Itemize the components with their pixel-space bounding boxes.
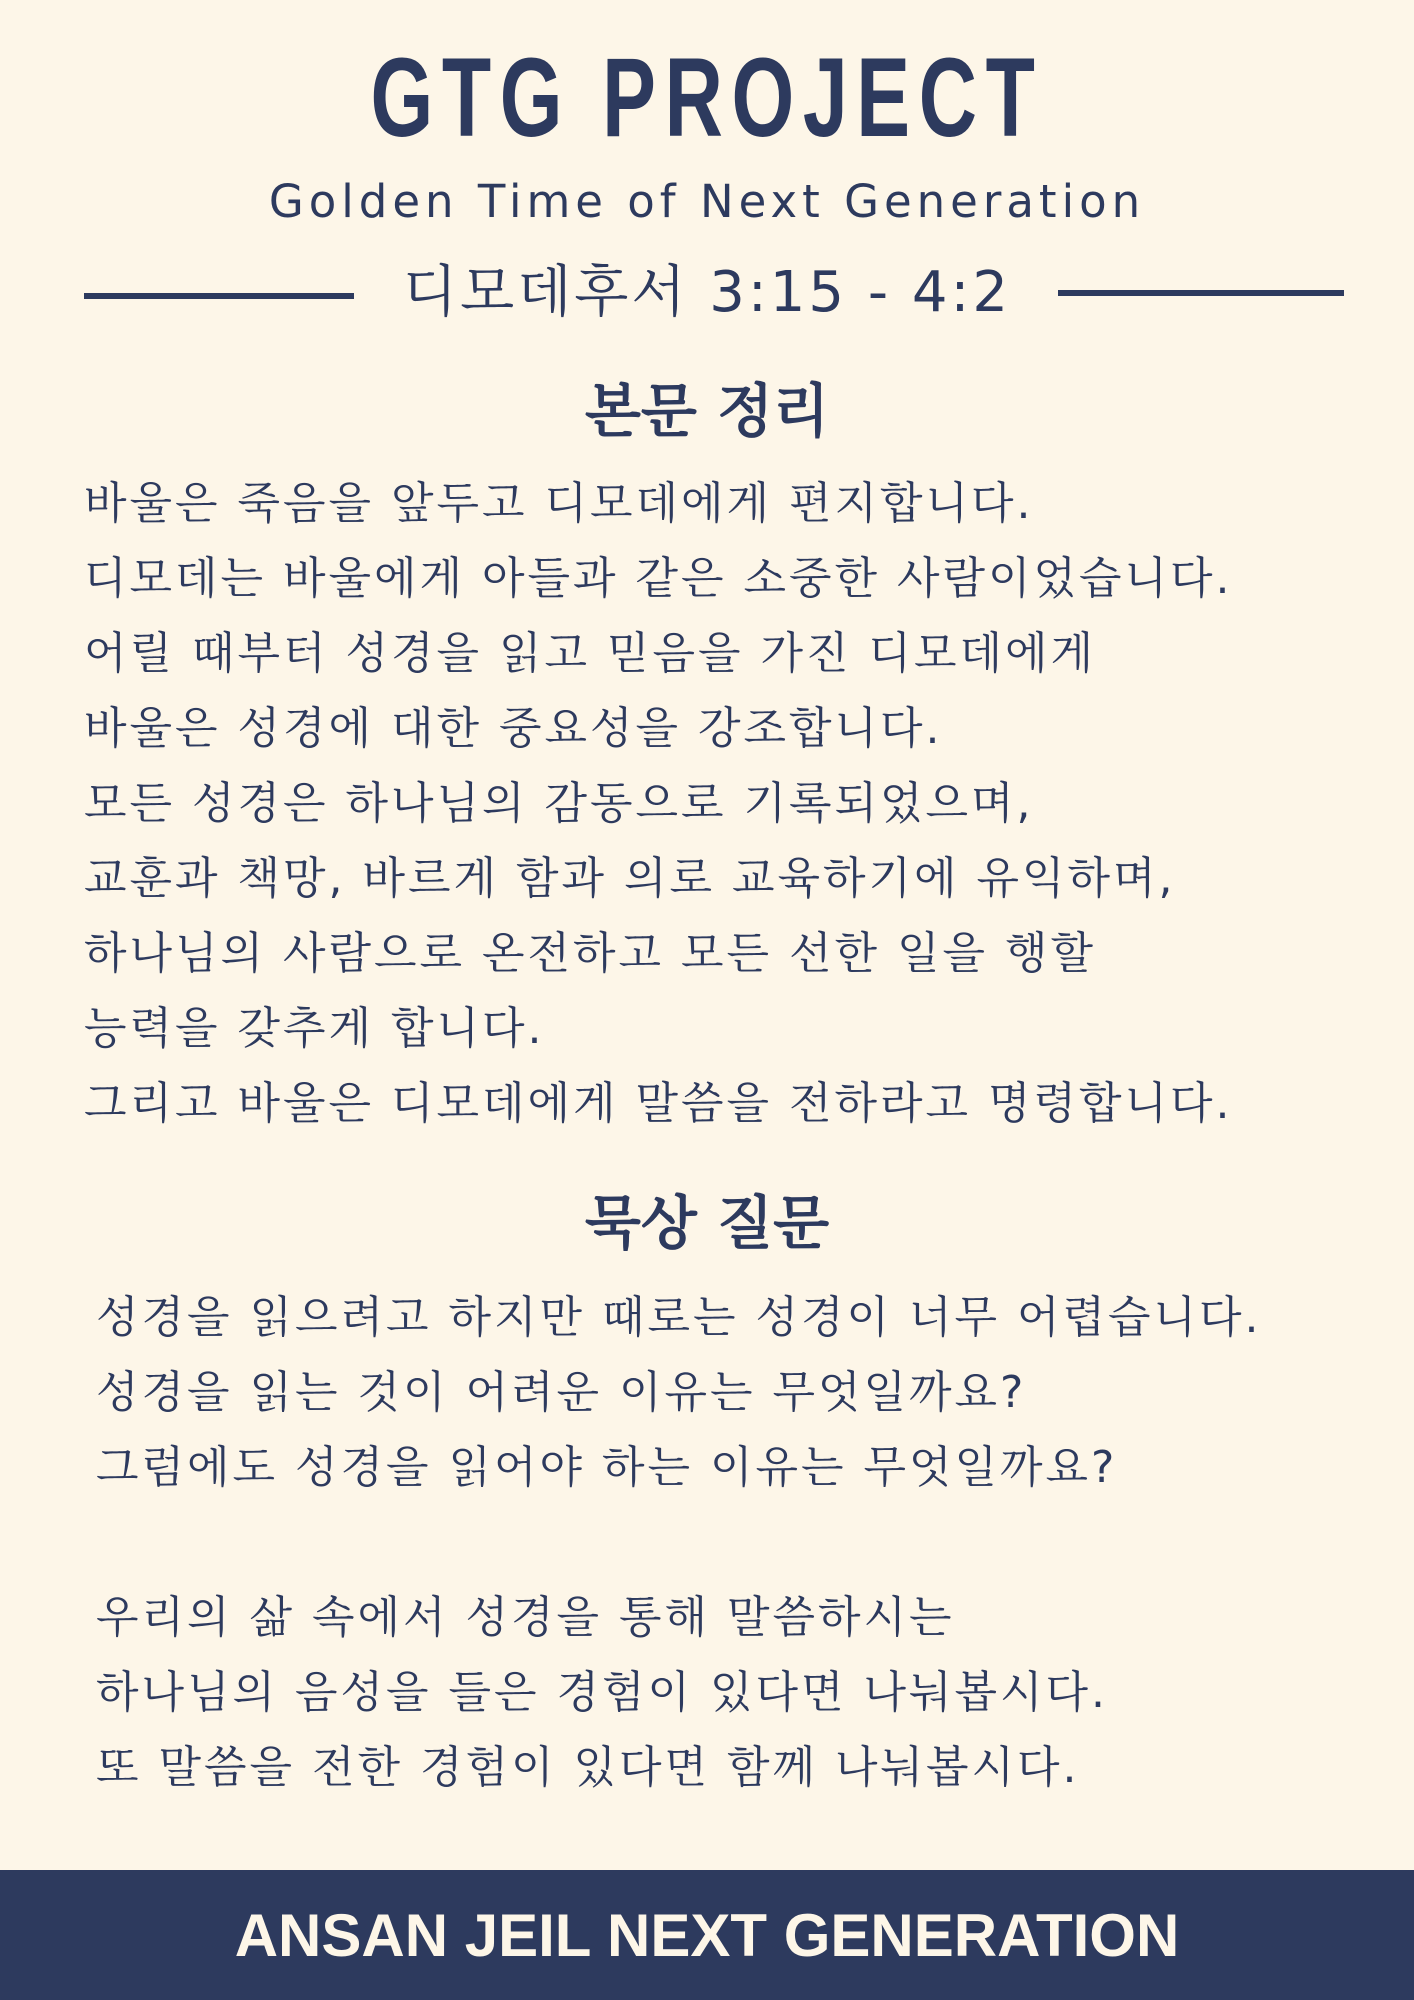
summary-line: 그리고 바울은 디모데에게 말씀을 전하라고 명령합니다. <box>84 1078 1233 1129</box>
question-line: 그럼에도 성경을 읽어야 하는 이유는 무엇일까요? <box>96 1442 1118 1493</box>
summary-line: 하나님의 사람으로 온전하고 모든 선한 일을 행할 <box>84 928 1096 979</box>
question-line: 우리의 삶 속에서 성경을 통해 말씀하시는 <box>96 1592 955 1643</box>
questions-text <box>96 1280 1262 1805</box>
summary-line: 디모데는 바울에게 아들과 같은 소중한 사람이었습니다. <box>84 553 1233 604</box>
summary-line: 능력을 갖추게 합니다. <box>84 1003 545 1054</box>
divider-right <box>1058 290 1344 296</box>
question-line: 또 말씀을 전한 경험이 있다면 함께 나눠봅시다. <box>96 1742 1080 1793</box>
question-line: 성경을 읽는 것이 어려운 이유는 무엇일까요? <box>96 1367 1027 1418</box>
page-subtitle: Golden Time of Next Generation <box>268 175 1146 228</box>
summary-line: 바울은 죽음을 앞두고 디모데에게 편지합니다. <box>84 478 1034 529</box>
scripture-reference: 디모데후서 3:15 - 4:2 <box>403 260 1011 325</box>
summary-line: 교훈과 책망, 바르게 함과 의로 교육하기에 유익하며, <box>84 853 1176 904</box>
summary-line: 바울은 성경에 대한 중요성을 강조합니다. <box>84 703 943 754</box>
footer-banner <box>0 1870 1414 2000</box>
summary-heading: 본문 정리 <box>584 377 830 445</box>
question-line: 성경을 읽으려고 하지만 때로는 성경이 너무 어렵습니다. <box>96 1292 1262 1343</box>
summary-text <box>84 466 1233 1141</box>
page-title: GTG PROJECT <box>370 35 1044 160</box>
summary-line: 모든 성경은 하나님의 감동으로 기록되었으며, <box>84 778 1034 829</box>
question-spacer <box>96 1505 1262 1580</box>
questions-heading: 묵상 질문 <box>584 1189 830 1257</box>
summary-line: 어릴 때부터 성경을 읽고 믿음을 가진 디모데에게 <box>84 628 1096 679</box>
footer-text: ANSAN JEIL NEXT GENERATION <box>234 1902 1180 1969</box>
question-line: 하나님의 음성을 들은 경험이 있다면 나눠봅시다. <box>96 1667 1108 1718</box>
